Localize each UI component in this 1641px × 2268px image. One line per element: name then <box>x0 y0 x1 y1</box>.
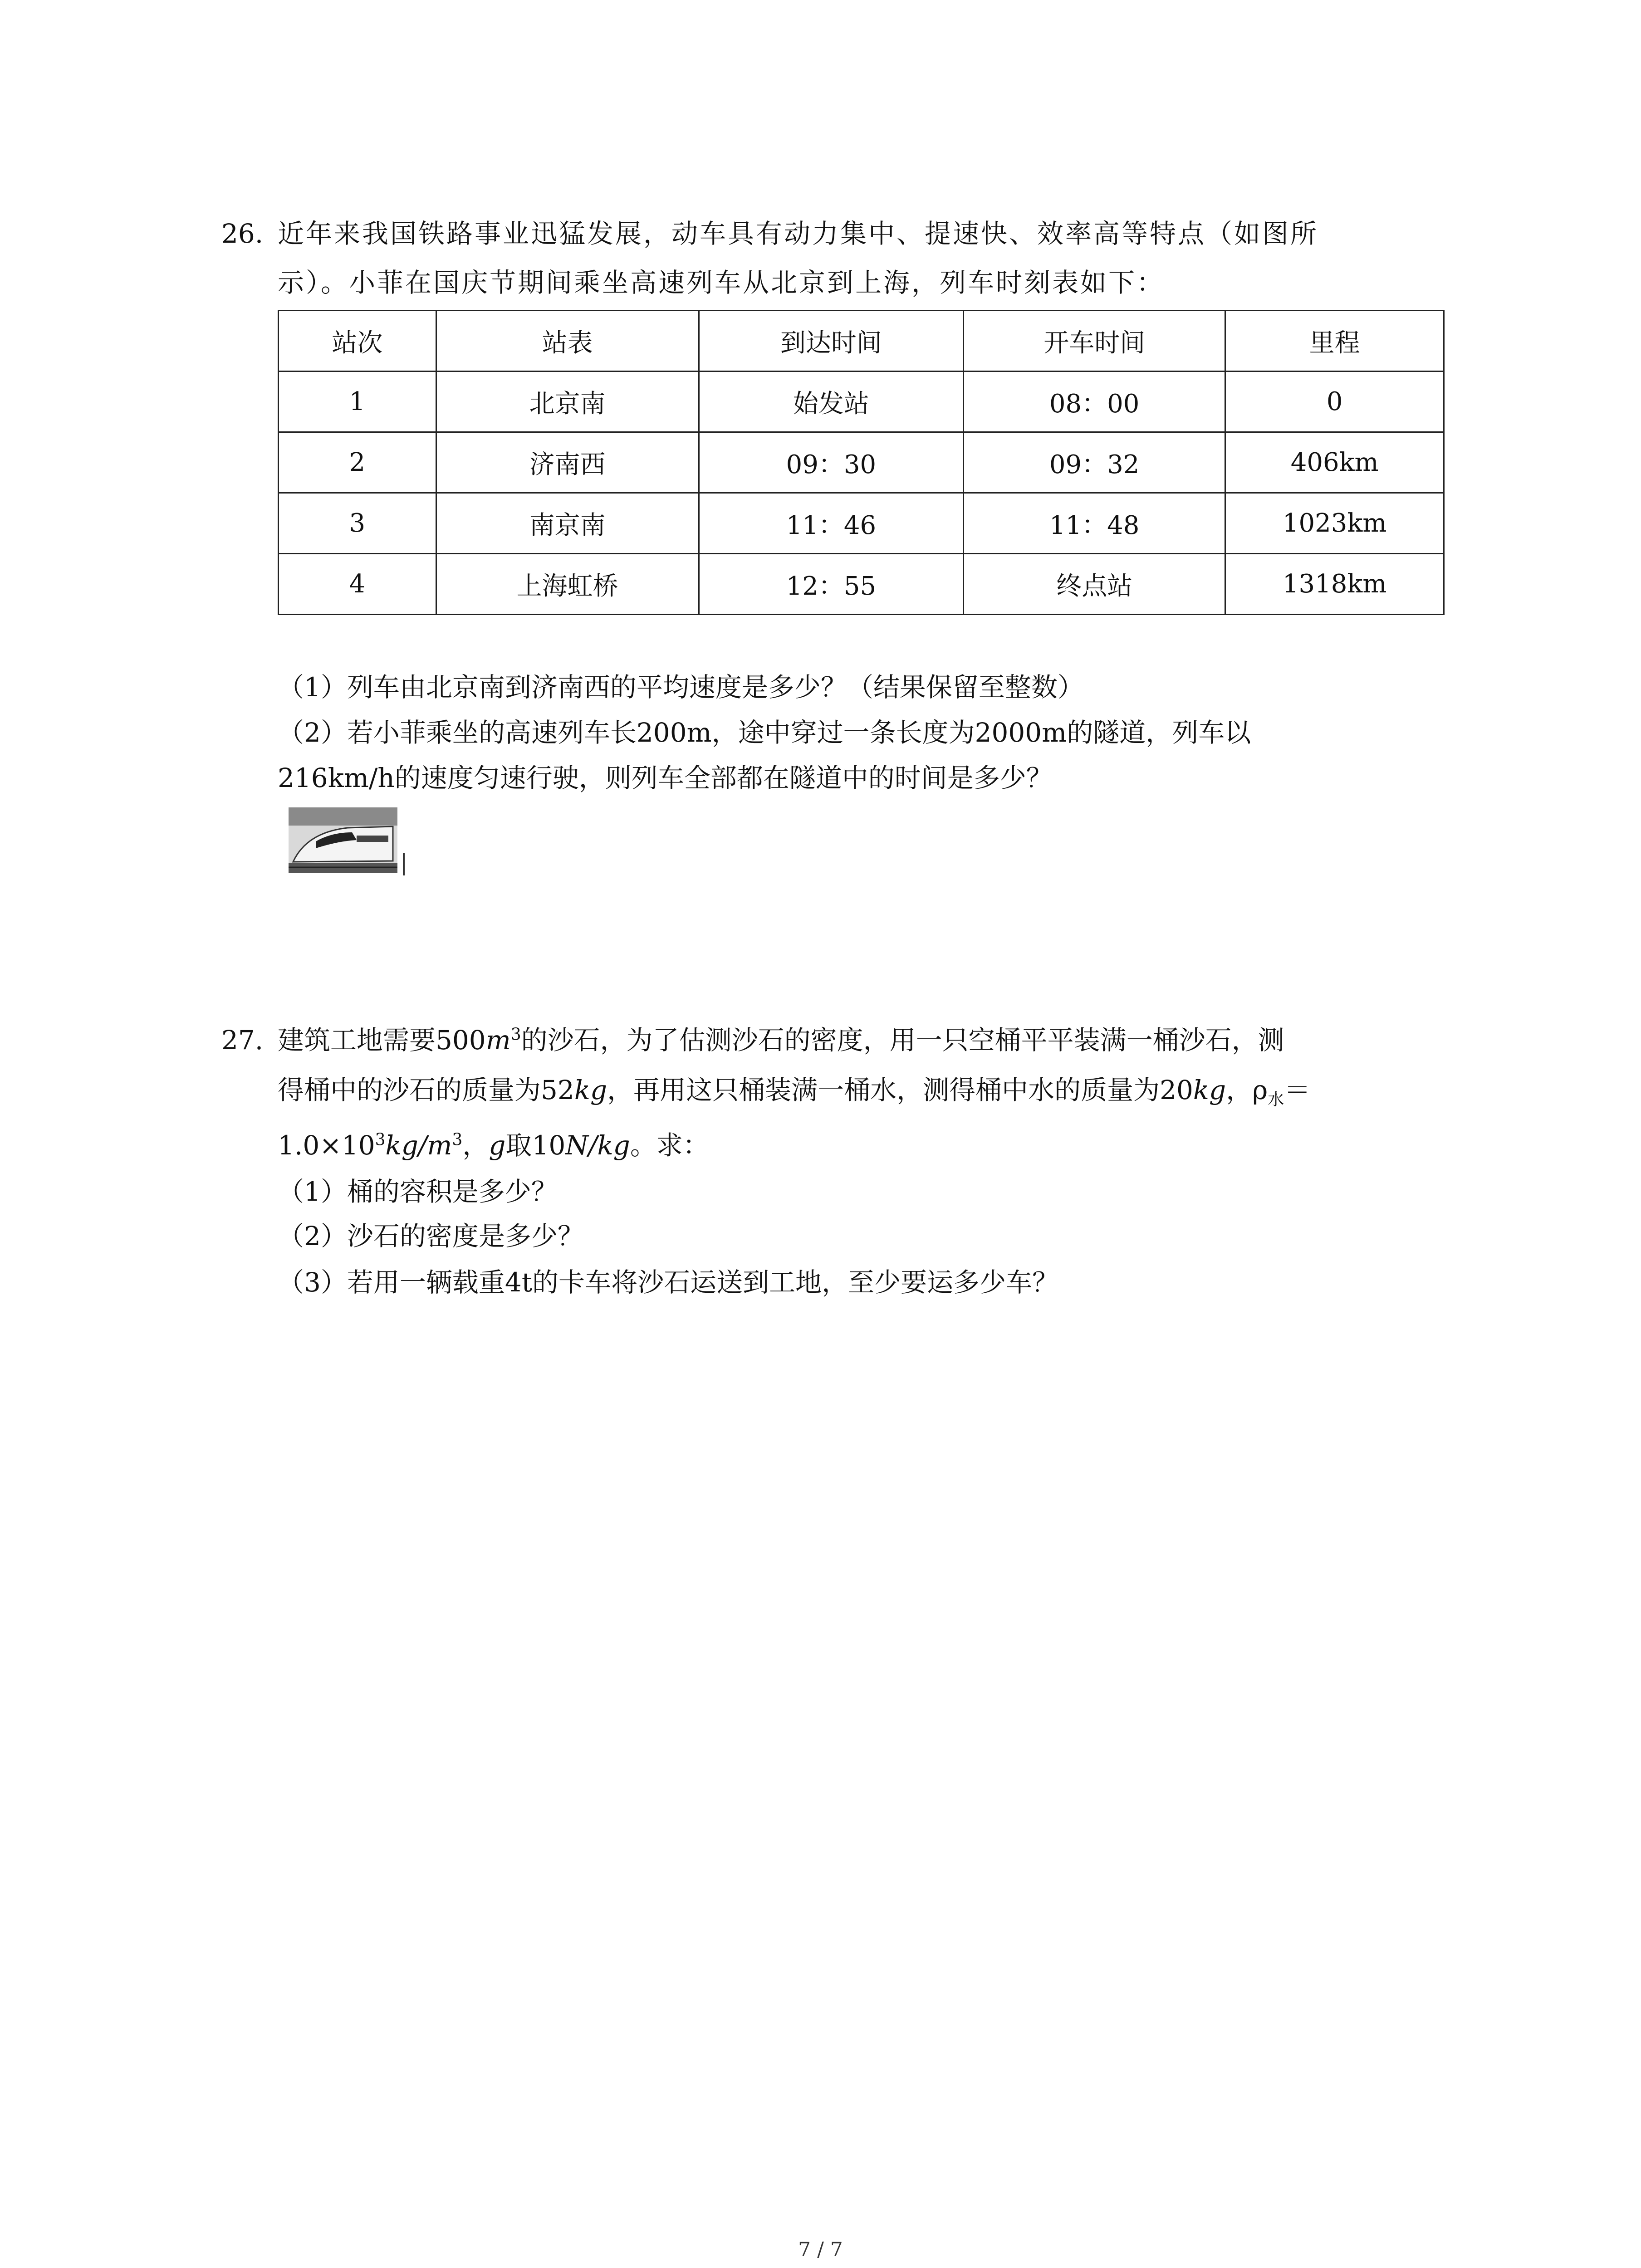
unit-kg: kg <box>1193 1075 1226 1105</box>
superscript: 3 <box>510 1025 521 1044</box>
table-cell: 1023km <box>1225 493 1444 554</box>
table-cell: 2 <box>279 432 436 493</box>
unit-kg: kg <box>574 1075 607 1105</box>
gravity-symbol: g <box>489 1130 506 1161</box>
bullet-train-image <box>289 807 397 873</box>
q27-text: ， <box>462 1130 489 1161</box>
q27-text: 建筑工地需要500 <box>278 1025 486 1056</box>
question-27-line-3 <box>278 1129 709 1161</box>
table-cell: 4 <box>279 554 436 615</box>
question-27-part-3: （3）若用一辆载重4t的卡车将沙石运送到工地，至少要运多少车？ <box>278 1267 1059 1298</box>
question-26-part-2-line-1: （2）若小菲乘坐的高速列车长200m，途中穿过一条长度为2000m的隧道，列车以 <box>278 717 1251 748</box>
text-cursor <box>403 853 405 875</box>
q27-text: ，再用这只桶装满一桶水，测得桶中水的质量为20 <box>607 1075 1193 1105</box>
unit-m: m <box>485 1025 511 1056</box>
question-26-part-1: （1）列车由北京南到济南西的平均速度是多少？（结果保留至整数） <box>278 672 1084 703</box>
table-header-row <box>279 311 1444 371</box>
table-cell: 终点站 <box>964 554 1225 615</box>
table-cell: 3 <box>279 493 436 554</box>
table-cell: 11：48 <box>964 493 1225 554</box>
question-26-line-2: 示）。小菲在国庆节期间乘坐高速列车从北京到上海，列车时刻表如下： <box>278 267 1165 298</box>
table-cell: 11：46 <box>699 493 963 554</box>
table-header-cell: 站表 <box>436 311 699 371</box>
question-26-part-2-line-2: 216km/h的速度匀速行驶，则列车全部都在隧道中的时间是多少？ <box>278 763 1053 793</box>
question-27-part-2: （2）沙石的密度是多少？ <box>278 1221 584 1251</box>
table-cell: 12：55 <box>699 554 963 615</box>
q27-text: ，ρ <box>1226 1075 1268 1105</box>
q27-text: 1.0×10 <box>278 1130 375 1161</box>
q27-text: ＝ <box>1284 1075 1311 1105</box>
table-header-cell: 到达时间 <box>699 311 963 371</box>
table-row <box>279 432 1444 493</box>
q27-text: 取10 <box>505 1130 566 1161</box>
page-number: 7 / 7 <box>798 2238 843 2261</box>
unit-n-per-kg: N/kg <box>565 1130 630 1161</box>
bullet-train-icon <box>289 807 397 873</box>
superscript: 3 <box>452 1130 463 1149</box>
q27-text: 的沙石，为了估测沙石的密度，用一只空桶平平装满一桶沙石，测 <box>521 1025 1284 1056</box>
table-cell: 0 <box>1225 371 1444 432</box>
question-26-line-1: 近年来我国铁路事业迅猛发展，动车具有动力集中、提速快、效率高等特点（如图所 <box>278 218 1319 249</box>
question-26-number: 26. <box>221 218 264 249</box>
table-cell: 南京南 <box>436 493 699 554</box>
table-cell: 1 <box>279 371 436 432</box>
question-27-line-2 <box>278 1074 1311 1109</box>
train-timetable <box>278 310 1445 615</box>
table-header-cell: 里程 <box>1225 311 1444 371</box>
table-cell: 1318km <box>1225 554 1444 615</box>
table-cell: 北京南 <box>436 371 699 432</box>
superscript: 3 <box>375 1130 386 1149</box>
table-cell: 09：30 <box>699 432 963 493</box>
unit-kg-per-m3: kg/m <box>385 1130 452 1161</box>
table-cell: 08：00 <box>964 371 1225 432</box>
table-row <box>279 554 1444 615</box>
question-27-part-1: （1）桶的容积是多少？ <box>278 1176 558 1207</box>
table-row <box>279 371 1444 432</box>
table-cell: 始发站 <box>699 371 963 432</box>
q27-text: 。求： <box>630 1130 709 1161</box>
table-cell: 上海虹桥 <box>436 554 699 615</box>
table-cell: 09：32 <box>964 432 1225 493</box>
subscript: 水 <box>1268 1090 1284 1109</box>
question-27-number: 27. <box>221 1025 264 1056</box>
table-header-cell: 开车时间 <box>964 311 1225 371</box>
table-cell: 406km <box>1225 432 1444 493</box>
table-row <box>279 493 1444 554</box>
table-header-cell: 站次 <box>279 311 436 371</box>
q27-text: 得桶中的沙石的质量为52 <box>278 1075 574 1105</box>
table-cell: 济南西 <box>436 432 699 493</box>
question-27-line-1 <box>278 1024 1284 1056</box>
